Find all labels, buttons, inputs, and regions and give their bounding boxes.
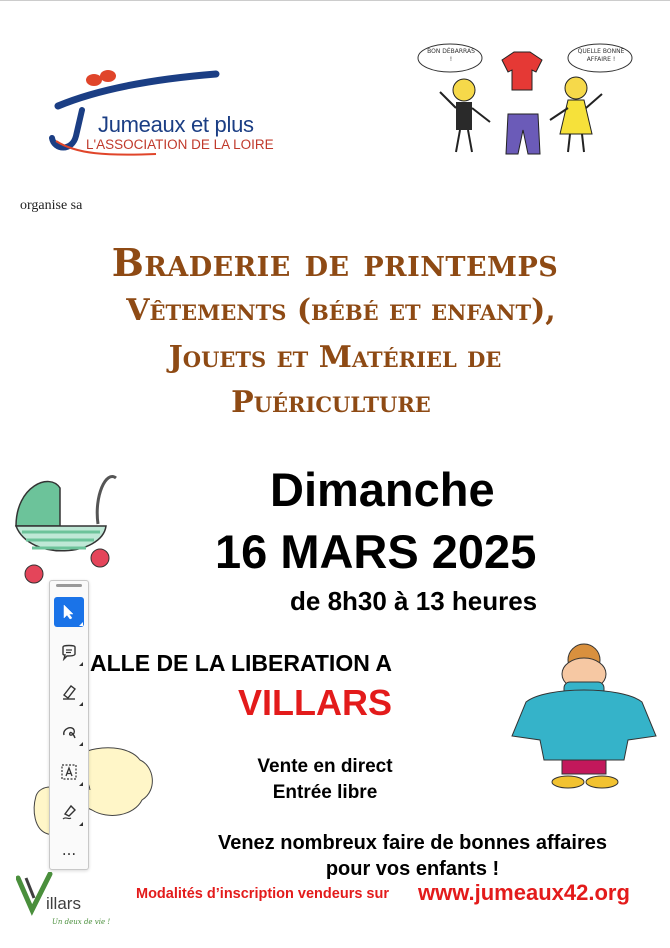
more-tools-button[interactable]: ... [61,841,77,859]
comment-tool-button[interactable] [54,637,84,667]
villars-town-logo [16,872,116,932]
intro-text: organise sa [20,198,83,213]
cursor-arrow-icon [62,604,76,620]
bubble-left-text: BON DÉBARRAS ! [427,48,475,63]
signature-pen-icon [60,803,78,821]
title-line-4: Puériculture [231,385,431,420]
text-tool-button[interactable] [54,757,84,787]
association-logo [46,66,336,162]
bubble-right-text: QUELLE BONNE AFFAIRE ! [577,48,625,63]
website-link[interactable]: www.jumeaux42.org [418,880,630,905]
clothes-swap-illustration [410,42,634,160]
title-line-1: Braderie de printemps [111,240,559,285]
entry-info: Entrée libre [272,782,378,803]
event-date: 16 MARS 2025 [215,525,537,578]
text-box-icon [60,763,78,781]
logo-subtitle: L'ASSOCIATION DE LA LOIRE [86,137,274,152]
sign-tool-button[interactable] [54,797,84,827]
invite-line-1: Venez nombreux faire de bonnes affaires [217,832,607,854]
highlight-tool-button[interactable] [54,677,84,707]
title-line-3: Jouets et Matériel de [168,340,502,375]
sale-info: Vente en direct [257,756,393,777]
page-top-border [0,0,670,1]
villars-logo-name: illars [46,894,81,913]
invite-line-2: pour vos enfants ! [325,858,500,880]
annotation-toolbar [49,580,89,870]
draw-tool-button[interactable] [54,717,84,747]
child-illustration [506,636,662,792]
event-hours: de 8h30 à 13 heures [290,586,538,616]
comment-icon [60,643,78,661]
highlighter-icon [60,683,78,701]
freehand-icon [60,723,78,741]
title-line-2: Vêtements (bébé et enfant), [126,293,556,328]
select-tool-button[interactable] [54,597,84,627]
event-day: Dimanche [270,463,495,516]
logo-title: Jumeaux et plus [98,112,254,137]
villars-logo-tagline: Un deux de vie ! [52,918,111,926]
pram-illustration [10,466,120,586]
event-street: ALLE DE LA LIBERATION A [90,650,392,676]
event-town: VILLARS [238,682,393,723]
registration-text: Modalités d’inscription vendeurs sur [136,886,389,902]
toolbar-drag-handle[interactable] [56,584,82,587]
